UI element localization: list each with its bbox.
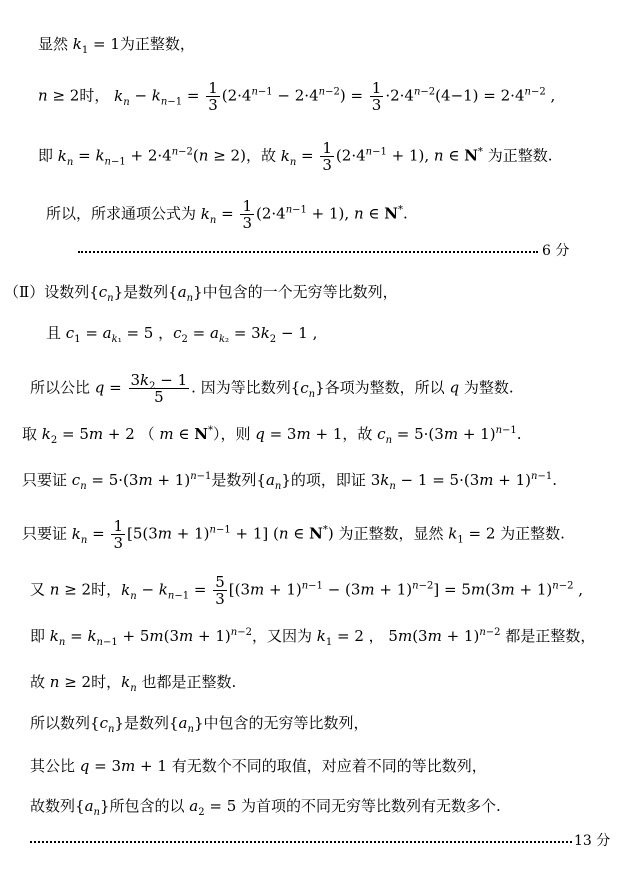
- line-3: 即 $k_n = k_{n-1} + 2\cdot 4^{n-2}(n \ge 2)$，故 $k_n$ = $\frac{1}{3}$ $(2\cdot 4^{n-1} + 1)$, n ∈ N* 为正整数.: [38, 139, 553, 174]
- line-13: 故 n ≥ 2时，$k_n$ 也都是正整数.: [30, 673, 237, 694]
- text: 也都是正整数.: [141, 673, 237, 691]
- line-4: 所以，所求通项公式为 $k_n$ = $\frac{1}{3}$ $(2\cdot 4^{n-1} + 1)$, n ∈ N*.: [46, 197, 408, 232]
- line-14: 所以数列$\{c_n\}$是数列$\{a_n\}$中包含的无穷等比数列，: [30, 714, 369, 735]
- text: 所以数列: [30, 714, 91, 732]
- line-11: 又 n ≥ 2时，$k_n - k_{n-1}$ = $\frac{5}{3}$ $[(3m + 1)^{n-1} - (3m + 1)^{n-2}] = 5m(3m + 1)^{n-2}$ ,: [30, 573, 583, 608]
- text: （: [139, 425, 160, 443]
- text: ，故: [342, 425, 378, 443]
- text: 为正整数.: [487, 146, 553, 165]
- text: . 因为等比数列: [191, 378, 291, 397]
- text: ，又因为: [251, 627, 317, 645]
- text: 是数列: [123, 283, 169, 301]
- text: 时，: [91, 673, 122, 691]
- text: 是数列: [123, 714, 169, 732]
- text: 为正整数.: [500, 524, 565, 543]
- text: 为首项的不同无穷等比数列有无数多个.: [241, 797, 501, 815]
- dotted-leader: [78, 251, 538, 253]
- text: ，故: [245, 146, 281, 165]
- score-13: 13 分: [574, 833, 611, 849]
- text: 其公比: [30, 757, 80, 775]
- text: 的项，即证: [290, 471, 371, 489]
- text: 又: [30, 580, 50, 599]
- line-10: 只要证 $k_n$ = $\frac{1}{3}$ $[5(3m + 1)^{n-1} + 1]$ (n ∈ N*) 为正整数，显然 $k_1 = 2$ 为正整数.: [22, 517, 565, 552]
- text: 只要证: [22, 471, 72, 489]
- text: 中包含的一个无穷等比数列，: [202, 283, 398, 301]
- line-6: 且 $c_1 = a_{k_1} = 5$ ，$c_2 = a_{k_2} = 3k_2 - 1$ ,: [46, 324, 318, 345]
- text: 即: [38, 146, 58, 165]
- line-12: 即 $k_n = k_{n-1} + 5m(3m + 1)^{n-2}$，又因为 $k_1 = 2$ ， $5m(3m + 1)^{n-2}$ 都是正整数，: [30, 627, 596, 648]
- line-1: 显然 $k_1 = 1$为正整数，: [38, 35, 195, 56]
- text: 为正整数，显然: [338, 524, 449, 543]
- part-2-header: （Ⅱ）设数列$\{c_n\}$是数列$\{a_n\}$中包含的一个无穷等比数列，: [4, 283, 398, 304]
- text: 所以公比: [30, 378, 95, 397]
- text: 中包含的无穷等比数列，: [203, 714, 369, 732]
- text: 时，: [91, 580, 122, 599]
- line-16: 故数列$\{a_n\}$所包含的以 $a_2 = 5$ 为首项的不同无穷等比数列有无数多个.: [30, 797, 501, 818]
- text: .: [402, 204, 408, 223]
- text: 且: [46, 324, 66, 342]
- text: 为整数.: [463, 378, 514, 397]
- text: 是数列: [211, 471, 257, 489]
- score-6: 6 分: [542, 243, 570, 259]
- text: 各项为整数，所以: [324, 378, 450, 397]
- text: 所以，所求通项公式为: [46, 204, 201, 223]
- line-15: 其公比 q = 3m + 1 有无数个不同的取值，对应着不同的等比数列，: [30, 757, 487, 775]
- text: 为正整数，: [119, 35, 195, 53]
- line-9: 只要证 $c_n = 5\cdot(3m + 1)^{n-1}$是数列$\{a_n\}$的项，即证 $3k_n - 1 = 5\cdot(3m + 1)^{n-1}$.: [22, 471, 557, 492]
- text: 都是正整数，: [505, 627, 596, 645]
- text: 所包含的以: [109, 797, 190, 815]
- line-8: 取 $k_2 = 5m + 2$ （ m ∈ N*），则 q = 3m + 1，故 $c_n = 5\cdot(3m + 1)^{n-1}$.: [22, 425, 522, 446]
- text: （Ⅱ）设数列: [4, 283, 90, 301]
- text: 时，: [79, 86, 110, 105]
- text: 只要证: [22, 524, 72, 543]
- line-7: 所以公比 q = $\frac{3k_2 - 1}{5}$ . 因为等比数列$\{c_n\}$各项为整数，所以 q 为整数.: [30, 371, 514, 406]
- line-2: n ≥ 2时， $k_n - k_{n-1}$ = $\frac{1}{3}$ $(2\cdot 4^{n-1} - 2\cdot 4^{n-2})$ = $\frac{1}{3}$ $\cdot 2\cdot 4^{n-2}(4-1) = 2\cdot 4^{n-2}$ ,: [38, 79, 556, 114]
- dotted-leader: [30, 841, 572, 843]
- text: 故: [30, 673, 50, 691]
- text: ），则: [212, 425, 256, 443]
- text: 即: [30, 627, 50, 645]
- text: 显然: [38, 35, 73, 53]
- text: 取: [22, 425, 42, 443]
- text: 故数列: [30, 797, 76, 815]
- text: 有无数个不同的取值，对应着不同的等比数列，: [171, 757, 487, 775]
